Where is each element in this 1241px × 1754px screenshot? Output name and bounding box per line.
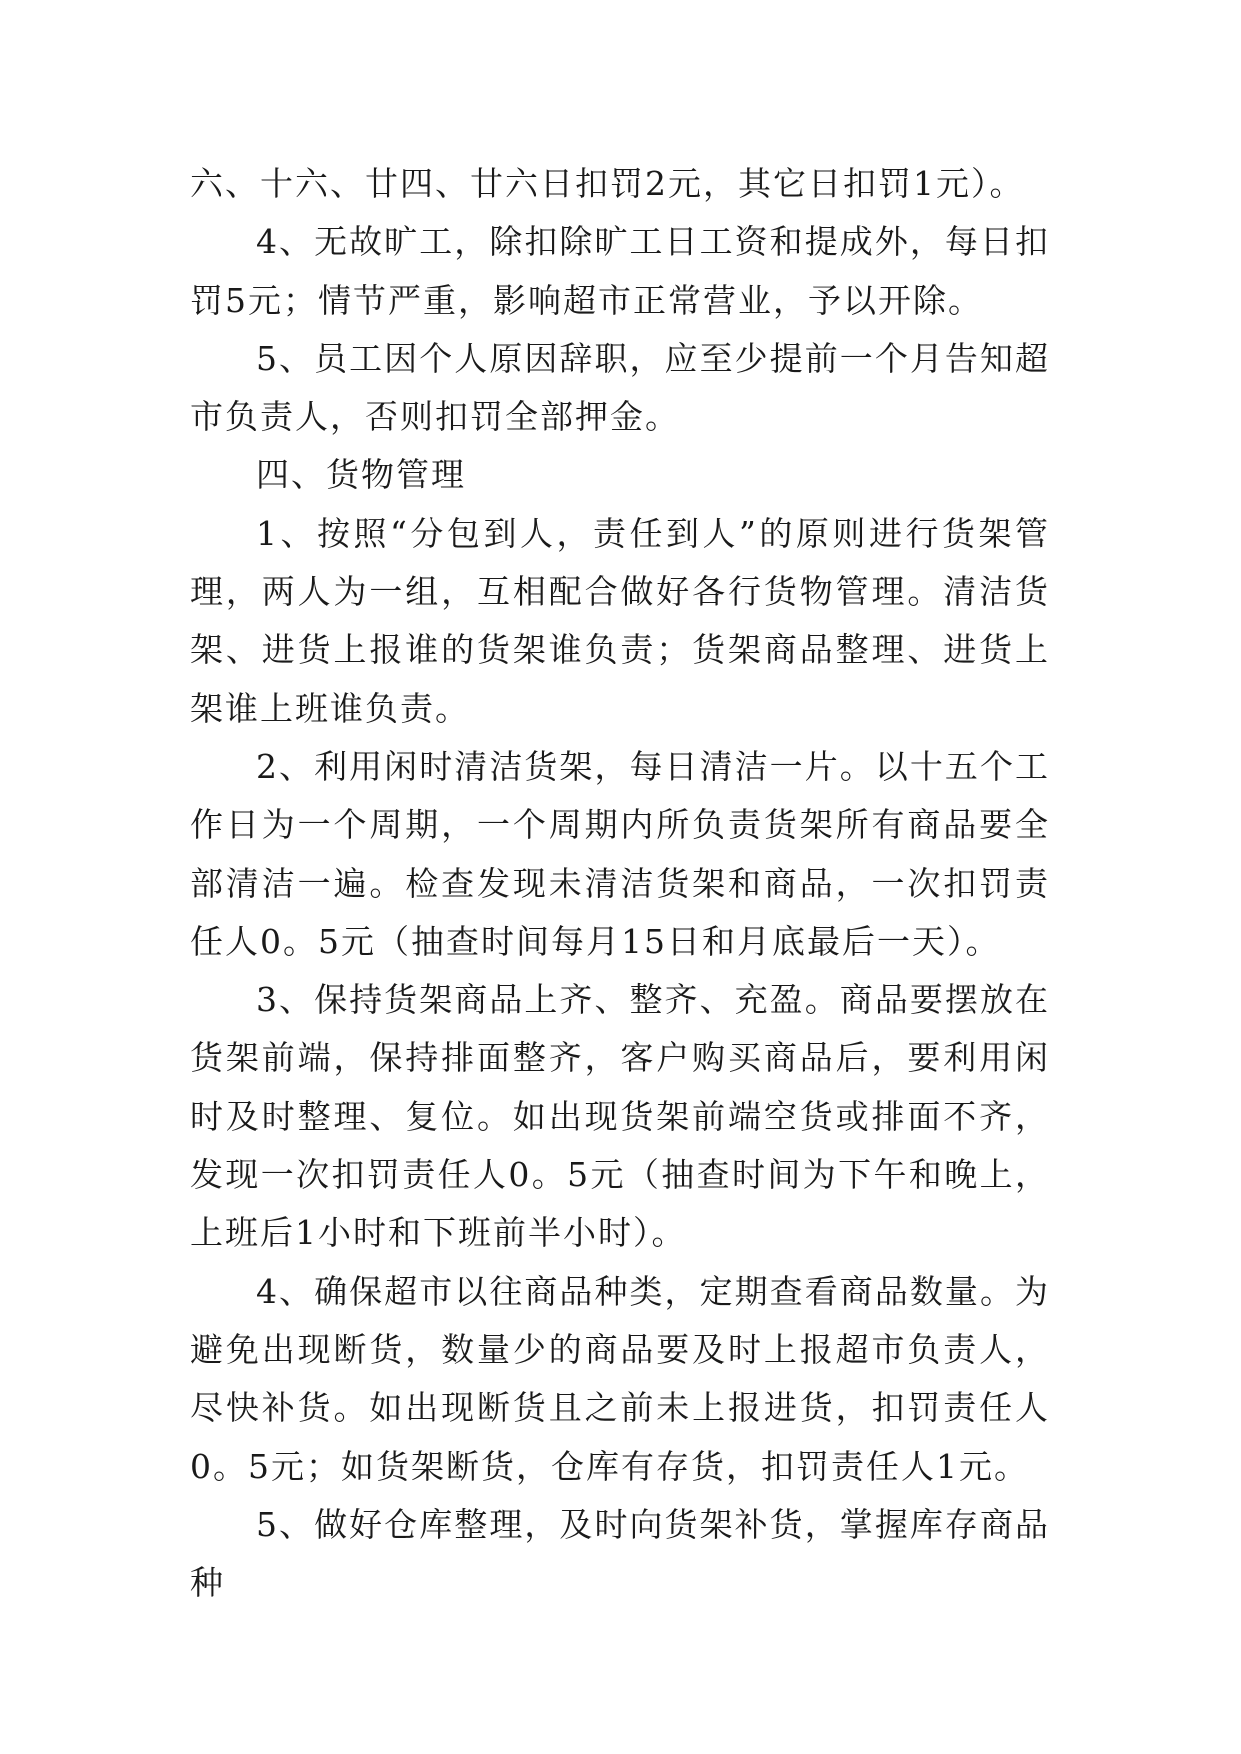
paragraph-rule-5-resignation: 5、员工因个人原因辞职，应至少提前一个月告知超市负责人，否则扣罚全部押金。 (190, 338, 1050, 437)
paragraph-continuation: 六、十六、廿四、廿六日扣罚2元，其它日扣罚1元）。 (190, 164, 1025, 203)
paragraph-goods-rule-5: 5、做好仓库整理，及时向货架补货，掌握库存商品种 (190, 1504, 1050, 1603)
paragraph-goods-rule-2: 2、利用闲时清洁货架，每日清洁一片。以十五个工作日为一个周期，一个周期内所负责货架所有商品要全部清洁一遍。检查发现未清洁货架和商品，一次扣罚责任人0。5元（抽查时间每月15日和月底最后一天）。 (190, 746, 1050, 961)
section-heading-goods-management: 四、货物管理 (256, 455, 466, 495)
paragraph-goods-rule-4: 4、确保超市以往商品种类，定期查看商品数量。为避免出现断货，数量少的商品要及时上报超市负责人，尽快补货。如出现断货且之前未上报进货，扣罚责任人0。5元；如货架断货，仓库有存货，扣罚责任人1元。 (190, 1271, 1050, 1486)
paragraph-rule-4-absence: 4、无故旷工，除扣除旷工日工资和提成外，每日扣罚5元；情节严重，影响超市正常营业，予以开除。 (190, 222, 1050, 320)
paragraph-goods-rule-3: 3、保持货架商品上齐、整齐、充盈。商品要摆放在货架前端，保持排面整齐，客户购买商品后，要利用闲时及时整理、复位。如出现货架前端空货或排面不齐，发现一次扣罚责任人0。5元（抽查时间为下午和晚上，上班后1小时和下班前半小时）。 (190, 980, 1050, 1253)
document-body (190, 155, 1050, 1612)
paragraph-goods-rule-1: 1、按照“分包到人，责任到人”的原则进行货架管理，两人为一组，互相配合做好各行货物管理。清洁货架、进货上报谁的货架谁负责；货架商品整理、进货上架谁上班谁负责。 (190, 513, 1050, 728)
